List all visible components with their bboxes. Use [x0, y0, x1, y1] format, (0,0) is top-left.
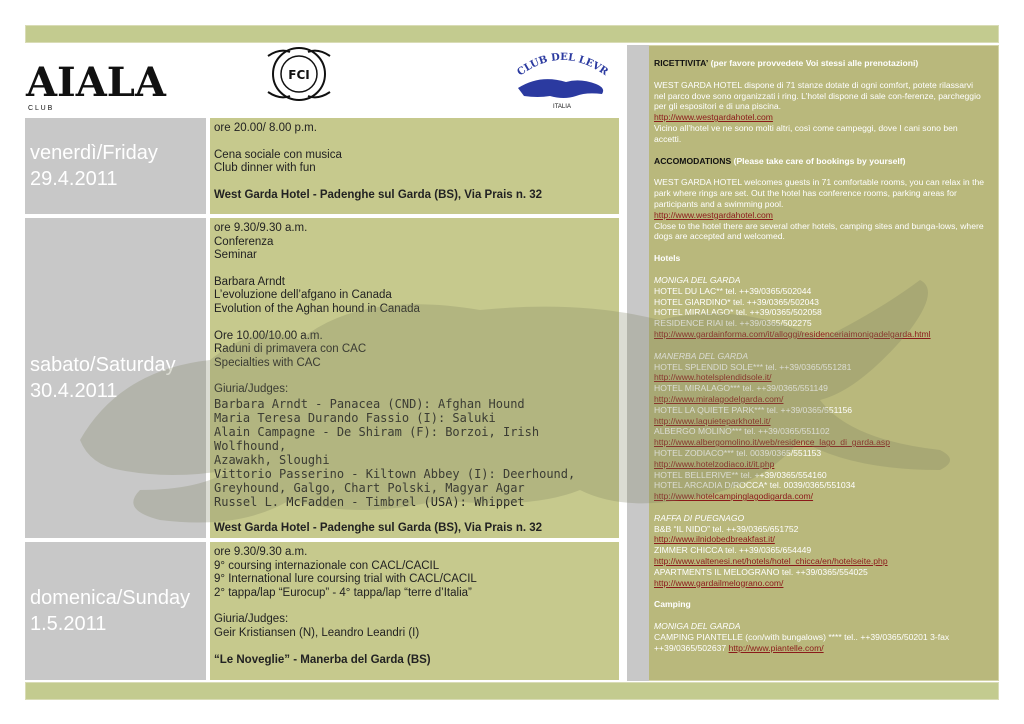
camping-place: MONIGA DEL GARDA	[654, 621, 741, 632]
aiala-logo-sub: C L U B	[28, 105, 53, 112]
acc-note: (Please take care of bookings by yourself)	[733, 155, 906, 166]
day-friday	[25, 118, 206, 214]
ric-paragraph-1: WEST GARDA HOTEL dispone di 71 stanze dotate di ogni comfort, potete rilassarvi nel parco dove sono organizzati i ring. L’hotel dispone di sale con-ferenze, parcheggio per gli espositori e di una piscina.	[654, 79, 981, 112]
saturday-talk-en: Evolution of the Aghan hound in Canada	[214, 302, 420, 315]
saturday-judge-4: Azawakh, Sloughi	[214, 452, 330, 467]
saturday-line-2: Seminar	[214, 249, 257, 262]
sunday-line-3: 2° tappa/lap “Eurocup” - 4° tappa/lap “terre d’Italia”	[214, 586, 472, 599]
saturday-judge-1: Barbara Arndt - Panacea (CND): Afghan Hound	[214, 396, 525, 411]
day-sunday	[25, 542, 206, 680]
friday-time: ore 20.00/ 8.00 p.m.	[214, 122, 317, 134]
greyhound-logo-icon	[510, 48, 614, 112]
friday-line-2: Club dinner with fun	[214, 162, 316, 175]
acc-link[interactable]: http://www.westgardahotel.com	[654, 209, 773, 220]
acc-title: ACCOMODATIONS	[654, 155, 732, 166]
hotels-title: Hotels	[654, 253, 681, 264]
day-friday-label: venerdì/Friday	[30, 142, 158, 164]
saturday-time-2: Ore 10.00/10.00 a.m.	[214, 329, 323, 342]
club-levriero-logo-text: CLUB DEL LEVR	[515, 51, 610, 79]
saturday-line-1: Conferenza	[214, 235, 274, 248]
raffa-link-1[interactable]: http://www.ilnidobedbreakfast.it/	[654, 534, 775, 545]
ric-paragraph-2: Vicino all’hotel ve ne sono molti altri, così come campeggi, dove I cani sono ben accetti.	[654, 122, 958, 144]
manerba-hotel-6: HOTEL BELLERIVE** tel. ++39/0365/554160	[654, 469, 827, 480]
ric-title: RICETTIVITA’	[654, 58, 709, 68]
accommodations-strip	[627, 45, 649, 681]
day-sunday-date: 1.5.2011	[30, 613, 107, 635]
manerba-hotel-5: HOTEL ZODIACO*** tel. 0039/0365/551153	[654, 447, 822, 458]
raffa-link-3[interactable]: http://www.gardailmelograno.com/	[654, 577, 784, 588]
aiala-logo-text: AIALA	[26, 59, 166, 106]
moniga-title: MONIGA DEL GARDA	[654, 274, 741, 285]
camping-text: CAMPING PIANTELLE (con/with bungalows) **** tel.. ++39/0365/50201 3-fax ++39/0365/502637	[654, 632, 950, 653]
acc-paragraph-1: WEST GARDA HOTEL welcomes guests in 71 comfortable rooms, you can relax in the park where rings are set. Out the hotel has conference rooms, parking areas for participants and a swimming pool.	[654, 177, 985, 209]
day-sunday-label: domenica/Sunday	[30, 587, 191, 609]
saturday-line-4: Specialties with CAC	[214, 356, 321, 369]
fci-logo-icon	[260, 44, 338, 104]
friday-line-1: Cena sociale con musica	[214, 148, 342, 161]
sunday-line-1: 9° coursing internazionale con CACL/CACIL	[214, 559, 440, 572]
club-levriero-logo-sub: ITALIA	[553, 104, 571, 110]
manerba-link-2[interactable]: http://www.miralagodelgarda.com/	[654, 393, 784, 404]
saturday-judge-2: Maria Teresa Durando Fassio (I): Saluki	[214, 410, 496, 425]
day-saturday	[25, 218, 206, 538]
raffa-link-2[interactable]: http://www.valtenesi.net/hotels/hotel_chicca/en/hotelseite.php	[654, 556, 888, 567]
aiala-logo-icon	[25, 50, 166, 112]
sunday-time: ore 9.30/9.30 a.m.	[214, 546, 308, 558]
manerba-title: MANERBA DEL GARDA	[654, 350, 749, 361]
day-friday-date: 29.4.2011	[30, 168, 118, 190]
sunday-judges-label: Giuria/Judges:	[214, 613, 289, 626]
sunday-line-2: 9° International lure coursing trial with CACL/CACIL	[214, 573, 477, 586]
ric-link[interactable]: http://www.westgardahotel.com	[654, 112, 773, 123]
manerba-hotel-4: ALBERGO MOLINO*** tel. ++39/0365/551102	[654, 426, 830, 437]
sunday-judges: Geir Kristiansen (N), Leandro Leandri (I)	[214, 626, 420, 639]
moniga-link[interactable]: http://www.gardainforma.com/it/alloggi/residenceriaimonigadelgarda.html	[654, 328, 931, 339]
camping-link[interactable]: http://www.piantelle.com/	[728, 642, 824, 653]
camping-title: Camping	[654, 599, 691, 610]
raffa-hotel-2: ZIMMER CHICCA tel. ++39/0365/654449	[654, 545, 812, 556]
saturday-judges-label: Giuria/Judges:	[214, 383, 289, 396]
manerba-hotel-2: HOTEL MIRALAGO*** tel. ++39/0365/551149	[654, 383, 828, 394]
saturday-judge-5: Vittorio Passerino - Kiltown Abbey (I): Deerhound,	[214, 466, 576, 481]
moniga-hotel-4: RESIDENCE RIAI tel. ++39/0365/502275	[654, 318, 812, 329]
program-saturday	[210, 218, 619, 538]
manerba-link-7[interactable]: http://www.hotelcampinglagodigarda.com/	[654, 491, 814, 502]
program-sunday	[210, 542, 619, 680]
saturday-judge-6: Greyhound, Galgo, Chart Polski, Magyar Agar	[214, 480, 525, 495]
manerba-link-1[interactable]: http://www.hotelsplendidsole.it/	[654, 372, 772, 383]
manerba-link-5[interactable]: http://www.hotelzodiaco.it/it.php	[654, 458, 775, 469]
aiala-logo	[25, 50, 166, 112]
moniga-hotel-3: HOTEL MIRALAGO* tel. ++39/0365/502058	[654, 307, 822, 318]
saturday-venue: West Garda Hotel - Padenghe sul Garda (BS), Via Prais n. 32	[214, 521, 543, 534]
saturday-time-1: ore 9.30/9.30 a.m.	[214, 222, 308, 234]
moniga-hotel-2: HOTEL GIARDINO* tel. ++39/0365/502043	[654, 296, 819, 307]
fci-logo	[260, 44, 338, 104]
raffa-title: RAFFA DI PUEGNAGO	[654, 512, 745, 523]
moniga-hotel-1: HOTEL DU LAC** tel. ++39/0365/502044	[654, 285, 812, 296]
manerba-hotel-7: HOTEL ARCADIA D/ROCCA* tel. 0039/0365/551034	[654, 480, 856, 491]
accommodations-text	[654, 58, 986, 654]
manerba-hotel-3: HOTEL LA QUIETE PARK*** tel. ++39/0365/551156	[654, 404, 853, 415]
day-saturday-label: sabato/Saturday	[30, 354, 176, 376]
top-band	[25, 25, 999, 43]
saturday-speaker: Barbara Arndt	[214, 275, 285, 288]
friday-venue: West Garda Hotel - Padenghe sul Garda (BS), Via Prais n. 32	[214, 188, 543, 201]
day-saturday-date: 30.4.2011	[30, 380, 118, 402]
fci-logo-text: FCI	[288, 68, 310, 82]
saturday-judge-7: Russel L. McFadden - Timbrel (USA): Whippet	[214, 494, 525, 509]
manerba-link-4[interactable]: http://www.albergomolino.it/web/residence_lago_di_garda.asp	[654, 437, 890, 448]
club-levriero-logo	[510, 48, 614, 112]
svg-text:CLUB DEL LEVRIERO	[510, 48, 610, 78]
saturday-talk-it: L’evoluzione dell’afgano in Canada	[214, 289, 392, 302]
acc-paragraph-2: Close to the hotel there are several other hotels, camping sites and bunga-lows, where dogs are accepted and welcomed.	[654, 220, 984, 242]
manerba-hotel-1: HOTEL SPLENDID SOLE*** tel. ++39/0365/551281	[654, 361, 852, 372]
saturday-line-3: Raduni di primavera con CAC	[214, 343, 367, 356]
sunday-venue: “Le Noveglie” - Manerba del Garda (BS)	[214, 653, 431, 666]
saturday-judge-3: Alain Campagne - De Shiram (F): Borzoi, Irish Wolfhound,	[214, 424, 540, 453]
raffa-hotel-1: B&B “IL NIDO” tel. ++39/0365/651752	[654, 523, 799, 534]
raffa-hotel-3: APARTMENTS IL MELOGRANO tel. ++39/0365/554025	[654, 566, 868, 577]
program-friday	[210, 118, 619, 214]
bottom-band	[25, 682, 999, 700]
manerba-link-3[interactable]: http://www.laquieteparkhotel.it/	[654, 415, 771, 426]
ric-note: (per favore provvedete Voi stessi alle prenotazioni)	[710, 58, 919, 68]
